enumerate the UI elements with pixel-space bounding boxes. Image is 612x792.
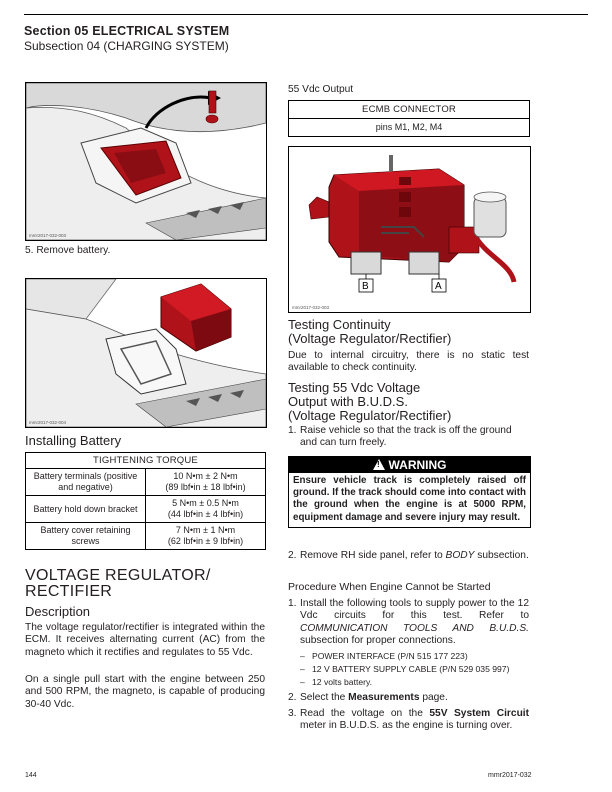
torque-item: Battery terminals (positive and negative) [26,469,146,496]
torque-table-title: TIGHTENING TORQUE [26,453,266,469]
subsection-title: Subsection 04 (CHARGING SYSTEM) [24,39,229,53]
table-row [26,523,266,550]
figure-code: mmr2017-032-003 [29,233,67,238]
procedure-heading: Procedure When Engine Cannot be Started [288,581,491,593]
test-steps-list [288,425,529,450]
connector-a-label: A [435,281,442,292]
warning-header: ! WARNING [289,457,530,473]
figure-battery-cover [25,82,267,241]
document-code: mmr2017-032 [488,772,532,779]
figure-ecm [288,146,531,313]
warning-text: Ensure vehicle track is completely raised off ground. If the track should come into contact with the ground when the engine is at 5000 RPM, equipment damage and severe injury may result. [293,475,526,523]
testing-55vdc-heading: Testing 55 Vdc Voltage Output with B.U.D.S. (Voltage Regulator/Rectifier) [288,380,452,423]
procedure-steps-list [288,598,529,733]
torque-item: Battery hold down bracket [26,496,146,523]
communication-tools-reference-link[interactable]: COMMUNICATION TOOLS AND B.U.D.S. [300,622,529,634]
installing-battery-heading: Installing Battery [25,433,122,448]
torque-value: 7 N•m ± 1 N•m (62 lbf•in ± 9 lbf•in) [146,523,266,550]
figure-code: mmr2017-032-003 [292,305,330,310]
torque-value: 10 N•m ± 2 N•m (89 lbf•in ± 18 lbf•in) [146,469,266,496]
table-row [26,469,266,496]
tool-item: – 12 V BATTERY SUPPLY CABLE (P/N 529 035 997) [300,663,510,674]
body-reference-link[interactable]: BODY [445,550,475,561]
battery-removal-illustration [26,279,266,427]
list-item: 2. Remove RH side panel, refer to BODY subsection. [288,550,529,561]
battery-cover-illustration [26,83,266,240]
tool-item: – 12 volts battery. [300,676,373,687]
connector-b-label: B [362,281,369,292]
figure-code: mmr2017-032-004 [29,420,67,425]
description-paragraph-1: The voltage regulator/rectifier is integrated within the ECM. It receives alternating current (AC) from the magneto which it rectifies and regulates to 55 Vdc. [25,622,265,658]
section-title: Section 05 ELECTRICAL SYSTEM [24,24,230,38]
header-rule [24,14,588,15]
ecm-illustration [289,147,530,312]
description-paragraph-2: On a single pull start with the engine between 250 and 500 RPM, the magneto, is capable of producing 30-40 Vdc. [25,674,265,710]
page-header [24,24,229,53]
list-item: 1. Install the following tools to supply power to the 12 Vdc circuits for this test. Refer to COMMUNICATION TOOLS AND B.U.D.S. subsection for proper connections. – POWER INTERFACE (P/N 515 177 223) – 12 V BATTERY SUPPLY CABLE (P/N 529 035 997) – 12 volts battery. [288,598,529,687]
ecmb-connector-table [288,100,530,137]
list-item: 1. Raise vehicle so that the track is off the ground and can turn freely. [288,425,512,449]
ecmb-header: ECMB CONNECTOR [289,101,530,119]
list-item: 3. Read the voltage on the 55V System Circuit meter in B.U.D.S. as the engine is turning over. [288,708,530,732]
step-remove-battery: 5. Remove battery. [25,245,111,256]
test-steps-list-2 [288,550,529,562]
voltage-regulator-heading: VOLTAGE REGULATOR/ RECTIFIER [25,567,211,600]
continuity-text: Due to internal circuitry, there is no static test available to check continuity. [288,350,529,374]
description-heading: Description [25,604,91,619]
figure-battery-removal [25,278,267,428]
page-number: 144 [25,772,37,779]
warning-box [288,456,531,528]
tightening-torque-table [25,452,266,550]
torque-item: Battery cover retaining screws [26,523,146,550]
list-item: 2. Select the Measurements page. [288,691,448,703]
table-row [26,496,266,523]
testing-continuity-heading: Testing Continuity (Voltage Regulator/Rectifier) [288,317,452,346]
tool-item: – POWER INTERFACE (P/N 515 177 223) [300,650,468,661]
output-label: 55 Vdc Output [288,84,354,95]
warning-icon: ! [373,459,385,470]
ecmb-pins: pins M1, M2, M4 [289,119,530,137]
torque-value: 5 N•m ± 0.5 N•m (44 lbf•in ± 4 lbf•in) [146,496,266,523]
